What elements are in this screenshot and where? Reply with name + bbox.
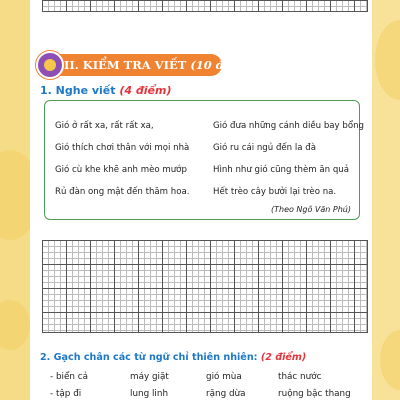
section-points: (10 điểm)	[190, 58, 254, 72]
poem-line: Rủ đàn ong mật đến thăm hoa.	[55, 187, 190, 197]
poem-credit: (Theo Ngô Văn Phú)	[270, 205, 351, 214]
part2-heading	[40, 352, 306, 363]
section-title-text: II. KIỂM TRA VIẾT	[64, 58, 187, 72]
poem-box	[44, 100, 364, 220]
part2-points: (2 điểm)	[260, 352, 307, 363]
section-title	[64, 58, 253, 72]
part1-points: (4 điểm)	[119, 84, 172, 97]
poem-line: Gió thích chơi thân với mọi nhà	[55, 143, 190, 153]
word-option[interactable]: lung linh	[130, 389, 169, 399]
part1-title: 1. Nghe viết	[40, 84, 116, 97]
poem-line: Hình như gió cũng thèm ăn quả	[213, 165, 350, 175]
poem-line: Gió ru cái ngủ đến la đà	[213, 143, 316, 153]
poem-line: Hết trèo cây bưởi lại trèo na.	[213, 187, 337, 197]
poem-line: Gió ở rất xa, rất rất xa,	[55, 121, 154, 131]
word-option[interactable]: ruộng bậc thang	[278, 389, 351, 399]
poem-line: Gió cù khe khẽ anh mèo mướp	[55, 165, 187, 175]
word-option[interactable]: rặng dừa	[206, 389, 246, 399]
mascot-badge-icon	[36, 51, 64, 79]
worksheet-page	[30, 0, 372, 400]
word-option[interactable]: máy giặt	[130, 372, 169, 382]
part2-title: 2. Gạch chân các từ ngữ chỉ thiên nhiên:	[40, 352, 258, 363]
word-option[interactable]: - biển cả	[50, 372, 89, 382]
poem-line: Gió đưa những cánh diều bay bổng	[213, 121, 364, 131]
part1-heading	[40, 84, 171, 97]
writing-grid[interactable]	[42, 240, 368, 333]
word-option[interactable]: gió mùa	[206, 372, 242, 382]
writing-grid-top	[42, 0, 368, 12]
word-option[interactable]: - tập đi	[50, 389, 82, 399]
word-option[interactable]: thác nước	[278, 372, 322, 382]
